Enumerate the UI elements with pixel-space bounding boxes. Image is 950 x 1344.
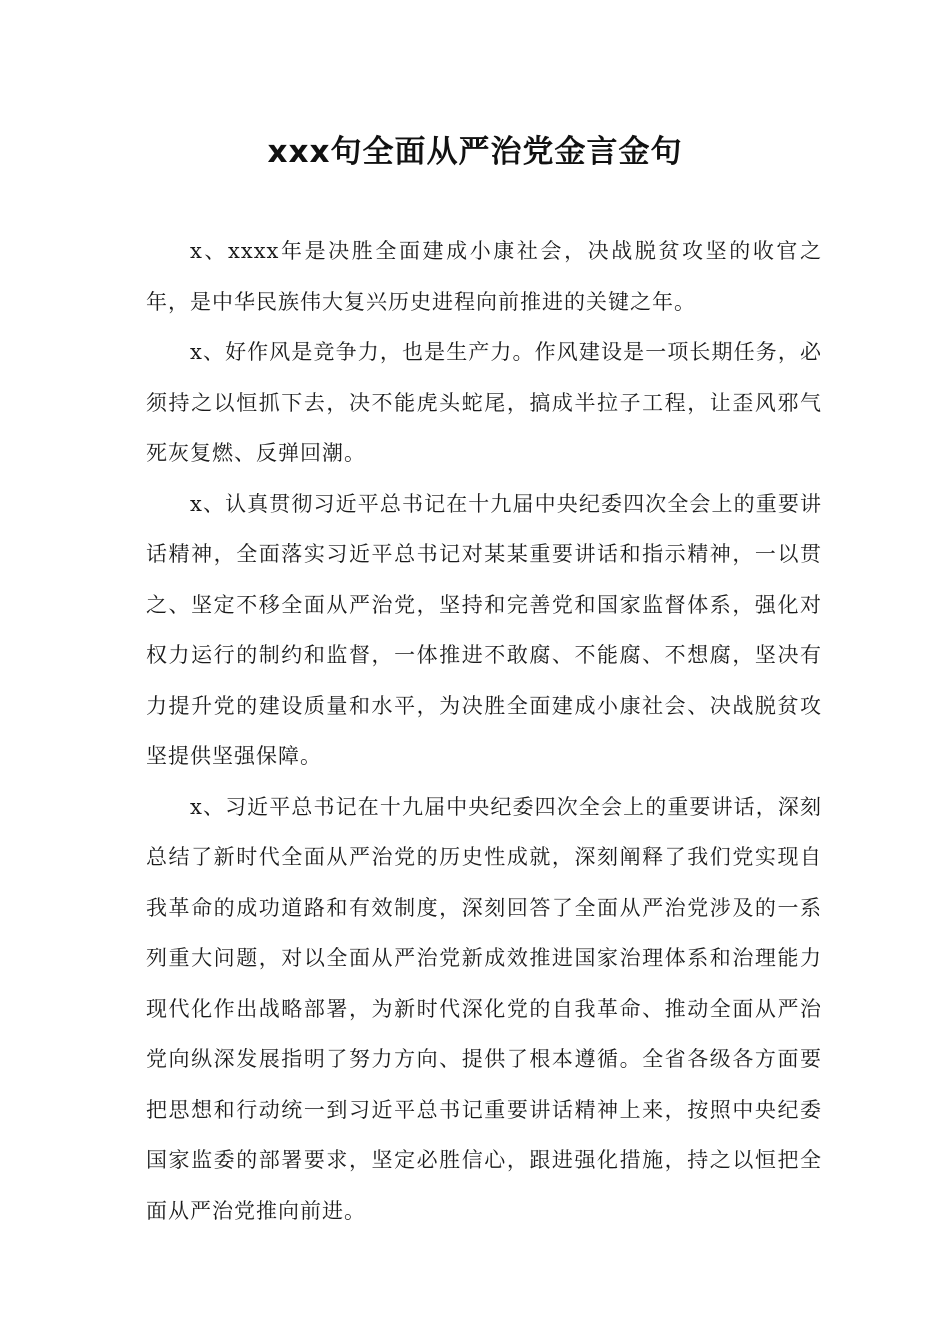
document-body — [146, 226, 822, 1236]
document-title: xxx句全面从严治党金言金句 — [267, 134, 683, 170]
paragraph-1: x、xxxx年是决胜全面建成小康社会，决战脱贫攻坚的收官之年，是中华民族伟大复兴历史进程向前推进的关键之年。 — [146, 239, 822, 314]
paragraph-3: x、认真贯彻习近平总书记在十九届中央纪委四次全会上的重要讲话精神，全面落实习近平总书记对某某重要讲话和指示精神，一以贯之、坚定不移全面从严治党，坚持和完善党和国家监督体系，强化对权力运行的制约和监督，一体推进不敢腐、不能腐、不想腐，坚决有力提升党的建设质量和水平，为决胜全面建成小康社会、决战脱贫攻坚提供坚强保障。 — [146, 491, 822, 768]
paragraph-2: x、好作风是竞争力，也是生产力。作风建设是一项长期任务，必须持之以恒抓下去，决不能虎头蛇尾，搞成半拉子工程，让歪风邪气死灰复燃、反弹回潮。 — [146, 340, 822, 465]
paragraph-4: x、习近平总书记在十九届中央纪委四次全会上的重要讲话，深刻总结了新时代全面从严治党的历史性成就，深刻阐释了我们党实现自我革命的成功道路和有效制度，深刻回答了全面从严治党涉及的一系列重大问题，对以全面从严治党新成效推进国家治理体系和治理能力现代化作出战略部署，为新时代深化党的自我革命、推动全面从严治党向纵深发展指明了努力方向、提供了根本遵循。全省各级各方面要把思想和行动统一到习近平总书记重要讲话精神上来，按照中央纪委国家监委的部署要求，坚定必胜信心，跟进强化措施，持之以恒把全面从严治党推向前进。 — [146, 794, 822, 1223]
